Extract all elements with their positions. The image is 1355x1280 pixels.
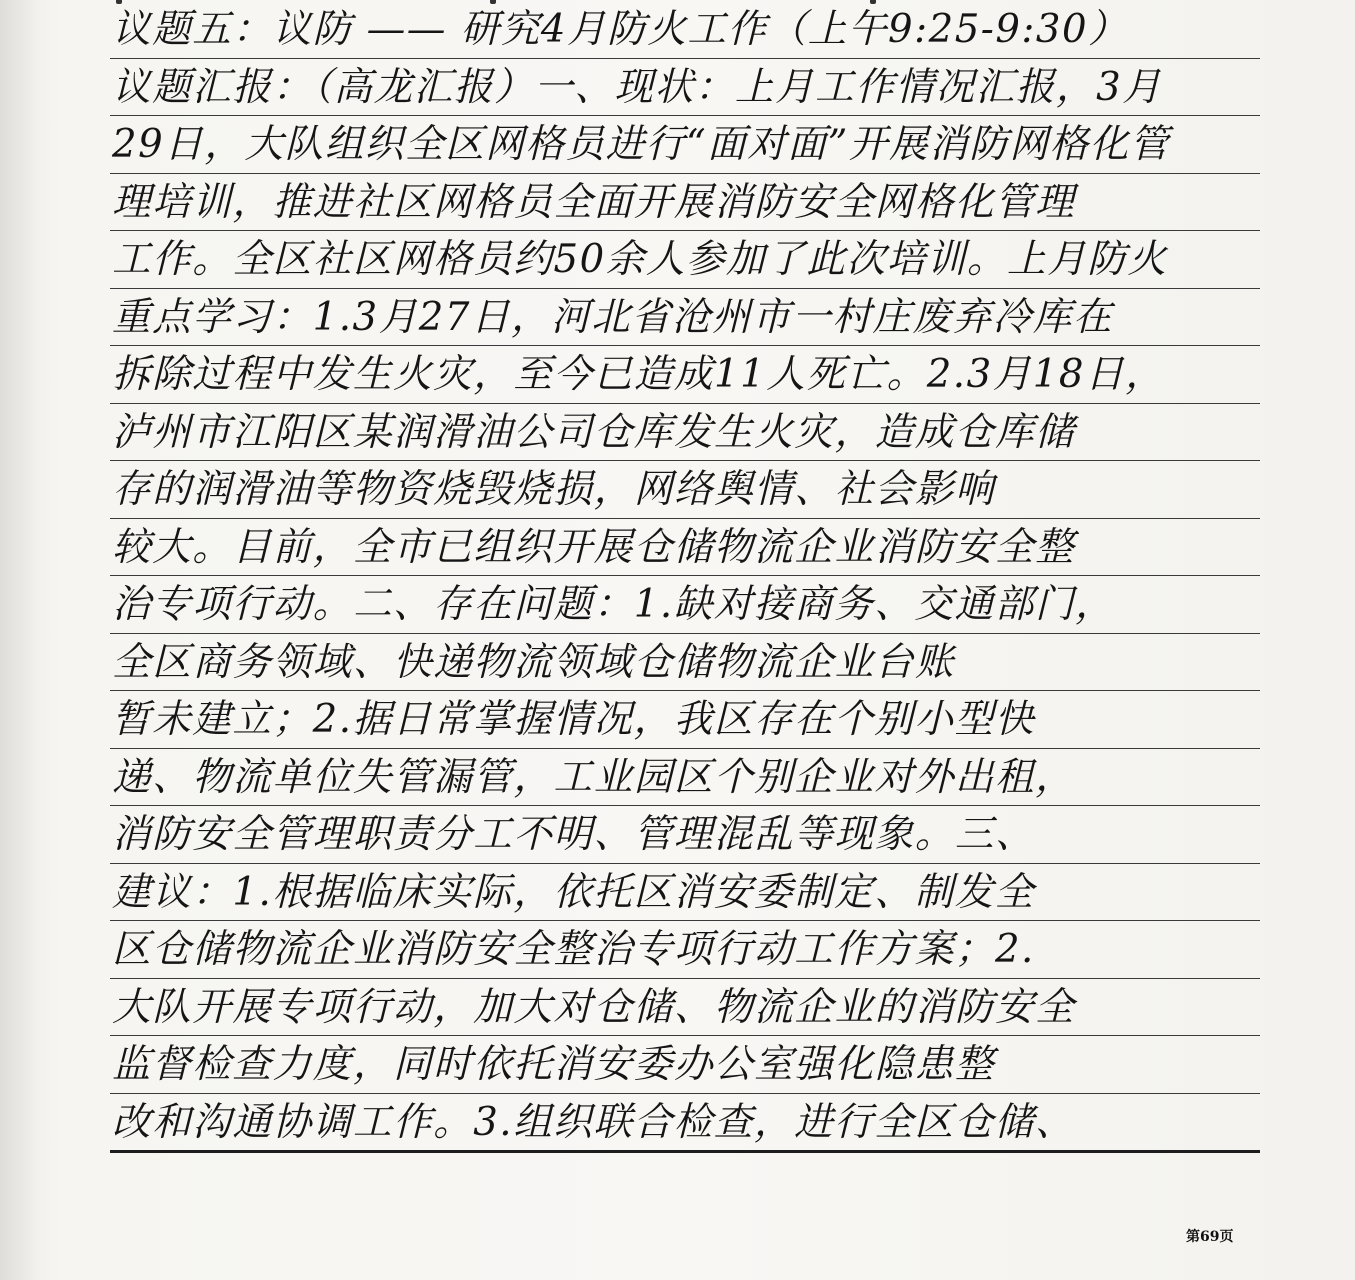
ruled-line <box>110 115 1260 116</box>
ruled-line <box>110 460 1260 461</box>
ruled-line <box>110 1035 1260 1036</box>
ruled-line <box>110 748 1260 749</box>
text-line: 工作。全区社区网格员约50余人参加了此次培训。上月防火 <box>112 237 1168 282</box>
text-line: 存的润滑油等物资烧毁烧损，网络舆情、社会影响 <box>112 467 995 512</box>
page-number: 第69页 <box>1186 1229 1234 1245</box>
text-line: 递、物流单位失管漏管，工业园区个别企业对外出租， <box>112 754 1076 800</box>
text-line: 改和沟通协调工作。3.组织联合检查，进行全区仓储、 <box>112 1099 1075 1145</box>
ruled-line <box>110 575 1260 576</box>
text-line: 建议：1.根据临床实际，依托区消安委制定、制发全 <box>112 869 1035 915</box>
text-line: 议题五：议防 —— 研究4月防火工作（上午9:25-9:30） <box>112 7 1129 52</box>
ruled-line <box>110 863 1260 864</box>
text-line: 暂未建立；2.据日常掌握情况，我区存在个别小型快 <box>112 697 1035 742</box>
text-line: 重点学习：1.3月27日，河北省沧州市一村庄废弃冷库在 <box>112 294 1114 340</box>
ruled-line <box>110 1150 1260 1153</box>
text-line: 29日，大队组织全区网格员进行“面对面”开展消防网格化管 <box>112 122 1170 167</box>
ruled-line <box>110 345 1260 346</box>
ruled-line <box>110 978 1260 979</box>
text-line: 区仓储物流企业消防安全整治专项行动工作方案；2. <box>112 927 1035 972</box>
ruled-line <box>110 230 1260 231</box>
ruled-line <box>110 1093 1260 1094</box>
ruled-line <box>110 633 1260 634</box>
ruled-line <box>110 288 1260 289</box>
ruled-line <box>110 518 1260 519</box>
ruled-line <box>110 690 1260 691</box>
ruled-line <box>110 920 1260 921</box>
text-line: 泸州市江阳区某润滑油公司仓库发生火灾，造成仓库储 <box>112 409 1076 455</box>
ruled-line <box>110 58 1260 59</box>
ruled-line <box>110 805 1260 806</box>
text-line: 拆除过程中发生火灾，至今已造成11人死亡。2.3月18日， <box>112 352 1166 397</box>
text-line: 议题汇报：（高龙汇报）一、现状：上月工作情况汇报，3月 <box>112 64 1163 110</box>
text-line: 消防安全管理职责分工不明、管理混乱等现象。三、 <box>112 812 1036 857</box>
ruled-line <box>110 403 1260 404</box>
text-line: 治专项行动。二、存在问题：1.缺对接商务、交通部门， <box>112 582 1116 627</box>
text-line: 理培训，推进社区网格员全面开展消防安全网格化管理 <box>112 179 1076 225</box>
text-line: 监督检查力度，同时依托消安委办公室强化隐患整 <box>112 1042 995 1087</box>
text-line: 全区商务领域、快递物流领域仓储物流企业台账 <box>112 639 955 685</box>
ruled-line <box>110 173 1260 174</box>
text-line: 较大。目前，全市已组织开展仓储物流企业消防安全整 <box>112 524 1076 570</box>
text-line: 大队开展专项行动，加大对仓储、物流企业的消防安全 <box>112 984 1076 1030</box>
